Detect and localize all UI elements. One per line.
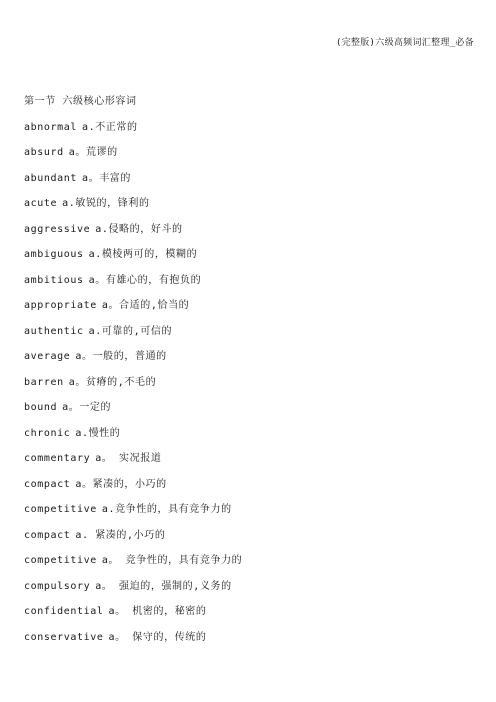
- vocab-definition: a。合适的,恰当的: [101, 300, 190, 311]
- vocab-word: chronic: [24, 427, 71, 439]
- vocab-word: barren: [24, 376, 64, 388]
- vocab-definition: a.敏锐的，锋利的: [62, 198, 150, 209]
- vocab-entry: [24, 172, 476, 198]
- vocab-entry: [24, 223, 476, 249]
- vocab-definition: a。有雄心的，有抱负的: [88, 274, 202, 286]
- vocab-definition: a。 保守的，传统的: [108, 631, 207, 643]
- vocab-word: compulsory: [24, 580, 91, 592]
- vocab-definition: a。 强迫的，强制的,义务的: [95, 580, 232, 592]
- vocabulary-list: [24, 121, 476, 657]
- vocab-word: conservative: [24, 631, 104, 643]
- vocab-entry: [24, 554, 476, 580]
- vocab-definition: a。贫瘠的,不毛的: [68, 376, 157, 388]
- vocab-definition: a.模棱两可的，模糊的: [88, 249, 198, 260]
- vocab-word: competitive: [24, 555, 97, 566]
- vocab-entry: [24, 197, 476, 223]
- vocab-entry: [24, 580, 476, 606]
- vocab-word: average: [24, 351, 71, 362]
- vocab-entry: [24, 376, 476, 402]
- vocab-entry: [24, 503, 476, 529]
- vocab-definition: a.慢性的: [75, 427, 121, 439]
- vocab-word: ambiguous: [24, 249, 84, 260]
- vocab-entry: [24, 401, 476, 427]
- vocab-definition: a。一般的，普通的: [75, 351, 167, 362]
- vocab-word: ambitious: [24, 274, 84, 286]
- document-body: [24, 95, 476, 656]
- vocab-entry: [24, 529, 476, 555]
- vocab-definition: a。紧凑的，小巧的: [75, 478, 167, 490]
- vocab-entry: [24, 325, 476, 351]
- vocab-word: absurd: [24, 147, 64, 158]
- vocab-entry: [24, 605, 476, 631]
- vocab-word: appropriate: [24, 300, 97, 311]
- vocab-entry: [24, 478, 476, 504]
- vocab-word: commentary: [24, 453, 91, 464]
- vocab-definition: a.竞争性的，具有竞争力的: [101, 504, 232, 515]
- vocab-entry: [24, 350, 476, 376]
- vocab-entry: [24, 274, 476, 300]
- vocab-definition: a。 竞争性的，具有竞争力的: [101, 555, 243, 566]
- vocab-entry: [24, 248, 476, 274]
- vocab-entry: [24, 121, 476, 147]
- vocab-word: abundant: [24, 172, 77, 184]
- vocab-entry: [24, 146, 476, 172]
- vocab-word: competitive: [24, 504, 97, 515]
- vocab-definition: a。荒谬的: [68, 147, 118, 158]
- page-header: (完整版)六级高频词汇整理_必备: [335, 38, 474, 48]
- vocab-definition: a。 机密的，秘密的: [108, 606, 207, 617]
- vocab-definition: a. 紧凑的,小巧的: [75, 529, 166, 541]
- vocab-entry: [24, 427, 476, 453]
- vocab-word: compact: [24, 529, 71, 541]
- vocab-word: acute: [24, 198, 58, 209]
- vocab-word: compact: [24, 478, 71, 490]
- vocab-entry: [24, 631, 476, 657]
- section-title: 第一节 六级核心形容词: [24, 96, 137, 107]
- vocab-word: aggressive: [24, 223, 91, 235]
- vocab-word: confidential: [24, 606, 104, 617]
- vocab-word: abnormal: [24, 121, 77, 133]
- vocab-definition: a.不正常的: [81, 121, 138, 133]
- vocab-definition: a。一定的: [62, 402, 112, 413]
- vocab-definition: a.侵略的，好斗的: [95, 223, 183, 235]
- vocab-definition: a。 实况报道: [95, 453, 162, 464]
- vocab-definition: a。丰富的: [81, 172, 131, 184]
- vocab-entry: [24, 452, 476, 478]
- vocab-word: authentic: [24, 325, 84, 337]
- vocab-word: bound: [24, 402, 58, 413]
- vocab-definition: a.可靠的,可信的: [88, 325, 173, 337]
- vocab-entry: [24, 299, 476, 325]
